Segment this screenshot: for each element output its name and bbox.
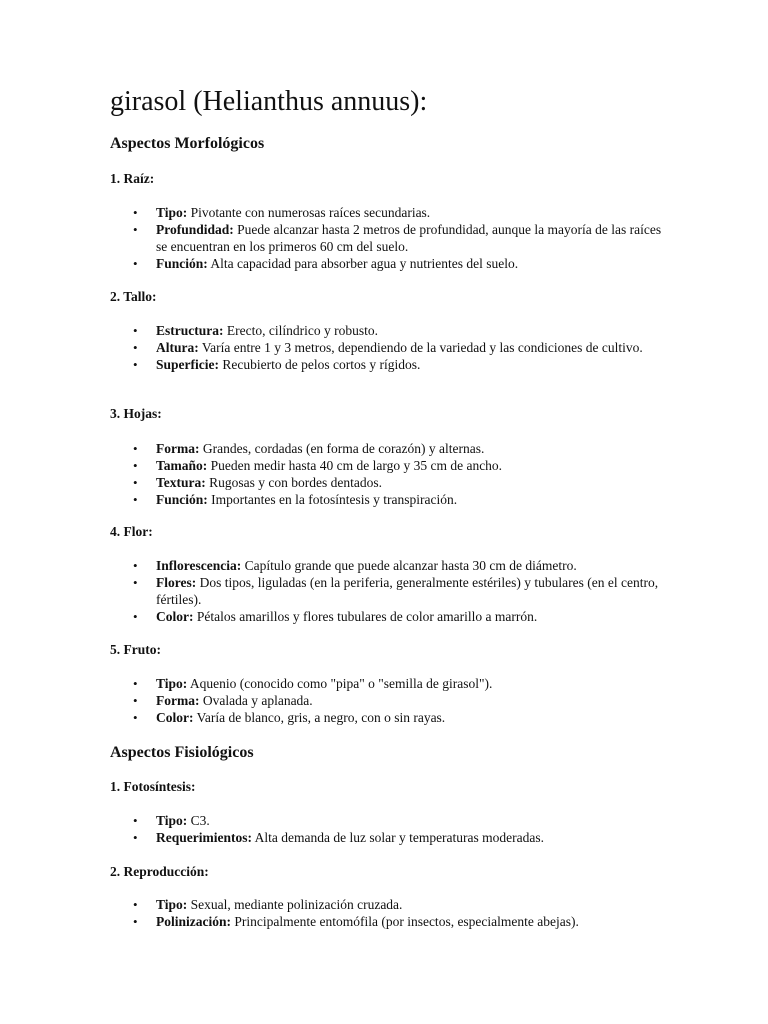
list-item — [133, 608, 673, 625]
item-term: Textura: — [156, 475, 206, 490]
item-text: Varía de blanco, gris, a negro, con o sin rayas. — [196, 710, 446, 725]
list-item — [133, 896, 673, 913]
item-text: Erecto, cilíndrico y robusto. — [226, 323, 378, 338]
list-item — [133, 204, 673, 221]
list-item — [133, 812, 673, 829]
list-item — [133, 440, 673, 457]
item-text: C3. — [190, 813, 210, 828]
list-fotosintesis — [133, 812, 673, 846]
list-item — [133, 322, 673, 339]
section-heading-fisiologicos: Aspectos Fisiológicos — [110, 744, 254, 761]
item-term: Tipo: — [156, 897, 188, 912]
item-term: Inflorescencia: — [156, 558, 242, 573]
bullet-icon: • — [133, 558, 138, 573]
list-item — [133, 457, 673, 474]
list-item — [133, 491, 673, 508]
list-item — [133, 574, 673, 608]
bullet-icon: • — [133, 357, 138, 372]
item-text: Capítulo grande que puede alcanzar hasta 30 cm de diámetro. — [244, 558, 577, 573]
item-term: Forma: — [156, 441, 200, 456]
item-term: Polinización: — [156, 914, 231, 929]
item-term: Estructura: — [156, 323, 224, 338]
item-term: Tamaño: — [156, 458, 208, 473]
bullet-icon: • — [133, 676, 138, 691]
item-term: Tipo: — [156, 676, 188, 691]
bullet-icon: • — [133, 205, 138, 220]
item-text: Aquenio (conocido como "pipa" o "semilla de girasol"). — [189, 676, 493, 691]
list-raiz — [133, 204, 673, 272]
item-text: Ovalada y aplanada. — [202, 693, 313, 708]
bullet-icon: • — [133, 575, 138, 590]
bullet-icon: • — [133, 897, 138, 912]
subsection-heading-fotosintesis: 1. Fotosíntesis: — [110, 779, 196, 794]
bullet-icon: • — [133, 222, 138, 237]
item-term: Función: — [156, 492, 208, 507]
list-reproduccion — [133, 896, 673, 930]
list-item — [133, 221, 673, 255]
subsection-heading-reproduccion: 2. Reproducción: — [110, 864, 209, 879]
list-item — [133, 675, 673, 692]
subsection-heading-hojas: 3. Hojas: — [110, 406, 162, 421]
list-tallo — [133, 322, 673, 373]
list-item — [133, 709, 673, 726]
subsection-heading-raiz: 1. Raíz: — [110, 171, 155, 186]
item-text: Puede alcanzar hasta 2 metros de profundidad, aunque la mayoría de las raíces se encuentran en los primeros 60 cm del suelo. — [156, 222, 662, 254]
list-flor — [133, 557, 673, 625]
item-text: Pétalos amarillos y flores tubulares de color amarillo a marrón. — [196, 609, 538, 624]
bullet-icon: • — [133, 710, 138, 725]
bullet-icon: • — [133, 914, 138, 929]
item-text: Alta capacidad para absorber agua y nutrientes del suelo. — [210, 256, 519, 271]
list-item — [133, 913, 673, 930]
bullet-icon: • — [133, 830, 138, 845]
document-title: girasol (Helianthus annuus): — [110, 86, 428, 117]
item-term: Profundidad: — [156, 222, 234, 237]
list-item — [133, 692, 673, 709]
item-text: Alta demanda de luz solar y temperaturas moderadas. — [254, 830, 545, 845]
bullet-icon: • — [133, 475, 138, 490]
item-term: Tipo: — [156, 813, 188, 828]
list-item — [133, 356, 673, 373]
list-hojas — [133, 440, 673, 508]
item-term: Requerimientos: — [156, 830, 252, 845]
item-text: Pivotante con numerosas raíces secundarias. — [190, 205, 431, 220]
item-term: Color: — [156, 710, 194, 725]
item-text: Pueden medir hasta 40 cm de largo y 35 cm de ancho. — [210, 458, 503, 473]
item-text: Varía entre 1 y 3 metros, dependiendo de la variedad y las condiciones de cultivo. — [201, 340, 643, 355]
item-term: Función: — [156, 256, 208, 271]
item-term: Tipo: — [156, 205, 188, 220]
list-item — [133, 339, 673, 356]
item-term: Flores: — [156, 575, 197, 590]
subsection-heading-fruto: 5. Fruto: — [110, 642, 161, 657]
list-item — [133, 829, 673, 846]
subsection-heading-flor: 4. Flor: — [110, 524, 153, 539]
bullet-icon: • — [133, 323, 138, 338]
item-term: Color: — [156, 609, 194, 624]
item-text: Principalmente entomófila (por insectos, especialmente abejas). — [234, 914, 579, 929]
item-text: Rugosas y con bordes dentados. — [209, 475, 382, 490]
bullet-icon: • — [133, 609, 138, 624]
list-item — [133, 474, 673, 491]
item-term: Forma: — [156, 693, 200, 708]
bullet-icon: • — [133, 813, 138, 828]
bullet-icon: • — [133, 256, 138, 271]
bullet-icon: • — [133, 492, 138, 507]
item-text: Dos tipos, liguladas (en la periferia, generalmente estériles) y tubulares (en el centro, fértiles). — [156, 575, 659, 607]
item-text: Importantes en la fotosíntesis y transpiración. — [211, 492, 458, 507]
section-heading-morfologicos: Aspectos Morfológicos — [110, 135, 265, 152]
subsection-heading-tallo: 2. Tallo: — [110, 289, 157, 304]
list-fruto — [133, 675, 673, 726]
item-term: Superficie: — [156, 357, 219, 372]
bullet-icon: • — [133, 458, 138, 473]
item-term: Altura: — [156, 340, 199, 355]
list-item — [133, 255, 673, 272]
bullet-icon: • — [133, 441, 138, 456]
bullet-icon: • — [133, 340, 138, 355]
item-text: Grandes, cordadas (en forma de corazón) y alternas. — [202, 441, 485, 456]
item-text: Recubierto de pelos cortos y rígidos. — [222, 357, 421, 372]
list-item — [133, 557, 673, 574]
item-text: Sexual, mediante polinización cruzada. — [190, 897, 403, 912]
bullet-icon: • — [133, 693, 138, 708]
